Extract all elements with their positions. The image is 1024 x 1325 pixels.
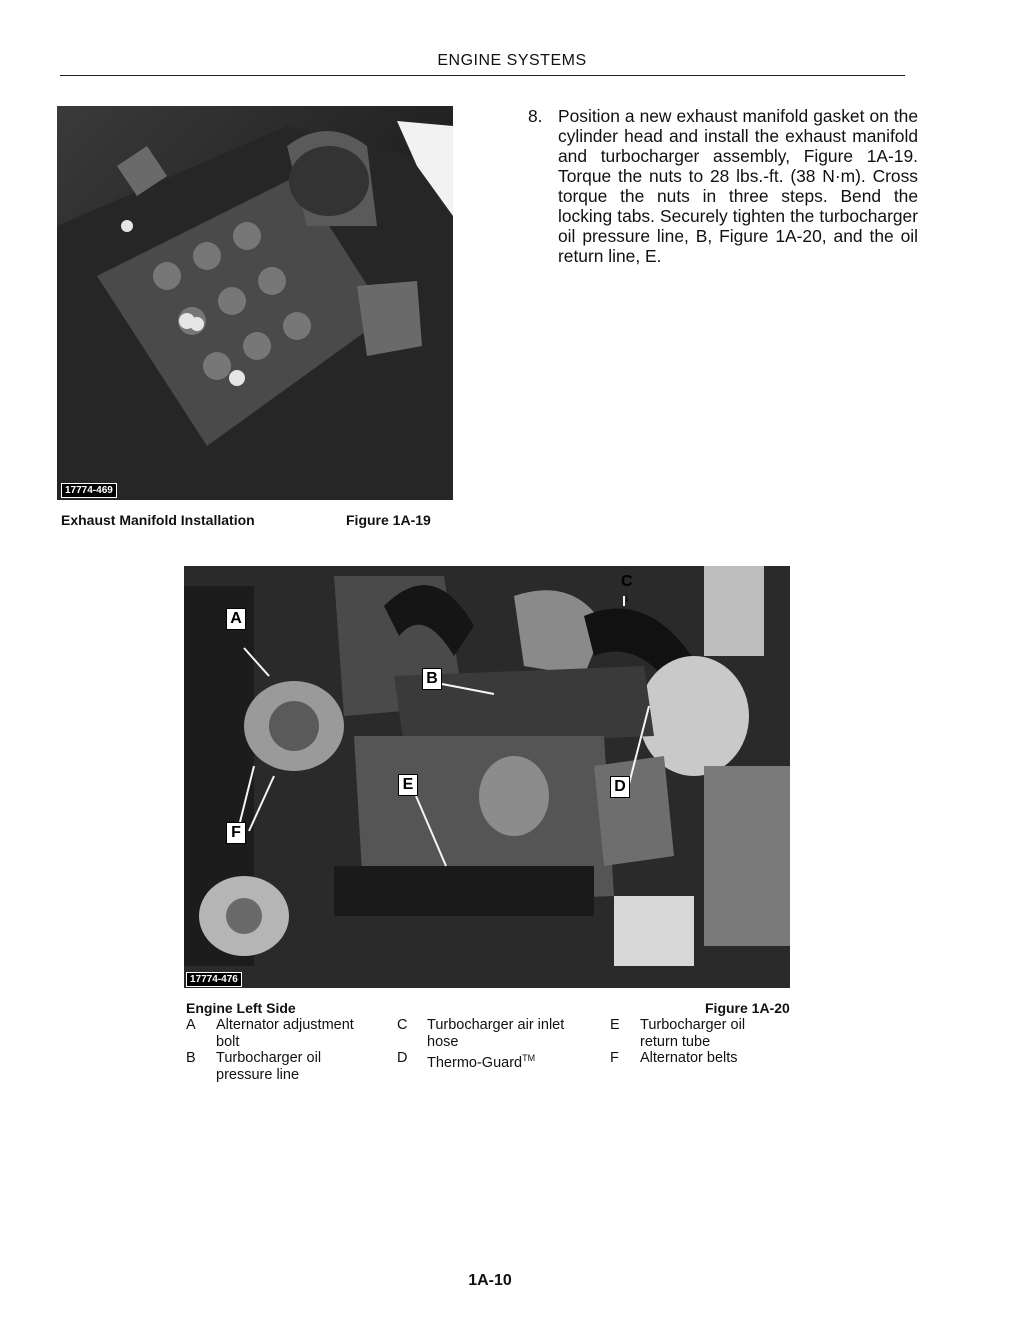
figure2-id-tag: 17774-476 (186, 972, 242, 987)
figure-id-tag: 17774-469 (61, 483, 117, 498)
callout-b: B (422, 668, 442, 690)
legend-letter: A (186, 1017, 196, 1033)
legend-text: Turbocharger oil return tube (640, 1017, 746, 1050)
legend-item-f (610, 1050, 780, 1067)
step-text: Position a new exhaust manifold gasket on the cylinder head and install the exhaust manifold and turbocharger assembly, Figure 1A-19. Torque the nuts to 28 lbs.-ft. (38 N·m). Cross torque the nuts in three steps. Bend the locking tabs. Securely tighten the turbocharger oil pressure line, B, Figure 1A-20, and the oil return line, E. (558, 106, 918, 266)
legend-item-c (397, 1017, 567, 1050)
callout-c-arrow: ↓ (624, 590, 630, 604)
trademark-mark: TM (522, 1053, 536, 1063)
figure1-label: Figure 1A-19 (346, 512, 431, 528)
legend-letter: D (397, 1050, 408, 1066)
engine-left-side-photo (184, 566, 790, 988)
step-number: 8. (528, 106, 543, 126)
header-rule (60, 75, 905, 76)
callout-e: E (398, 774, 418, 796)
callout-a: A (226, 608, 246, 630)
callout-f: F (226, 822, 246, 844)
callout-d: D (610, 776, 630, 798)
legend-item-a (186, 1017, 356, 1050)
legend-letter: E (610, 1017, 620, 1033)
legend-letter: C (397, 1017, 408, 1033)
legend-text: Thermo-Guard (427, 1054, 523, 1071)
page-number: 1A-10 (468, 1272, 512, 1289)
legend-letter: B (186, 1050, 196, 1066)
legend-text: Turbocharger oil pressure line (216, 1050, 322, 1083)
legend-text: Turbocharger air inlet hose (427, 1017, 565, 1050)
legend-letter: F (610, 1050, 619, 1066)
exhaust-manifold-photo (57, 106, 453, 500)
legend-text: Alternator belts (640, 1050, 738, 1066)
figure2-title: Engine Left Side (186, 1000, 296, 1016)
legend-item-d (397, 1050, 587, 1071)
legend-item-e (610, 1017, 780, 1050)
page-header: ENGINE SYSTEMS (437, 52, 587, 69)
step-8 (528, 106, 918, 266)
engine-side-illustration (184, 566, 790, 988)
figure1-caption: Exhaust Manifold Installation (61, 512, 255, 528)
callout-c: C (621, 573, 633, 590)
engine-top-illustration (57, 106, 453, 500)
figure2-label: Figure 1A-20 (705, 1000, 790, 1016)
legend-item-b (186, 1050, 356, 1083)
legend-text: Alternator adjustment bolt (216, 1017, 354, 1050)
